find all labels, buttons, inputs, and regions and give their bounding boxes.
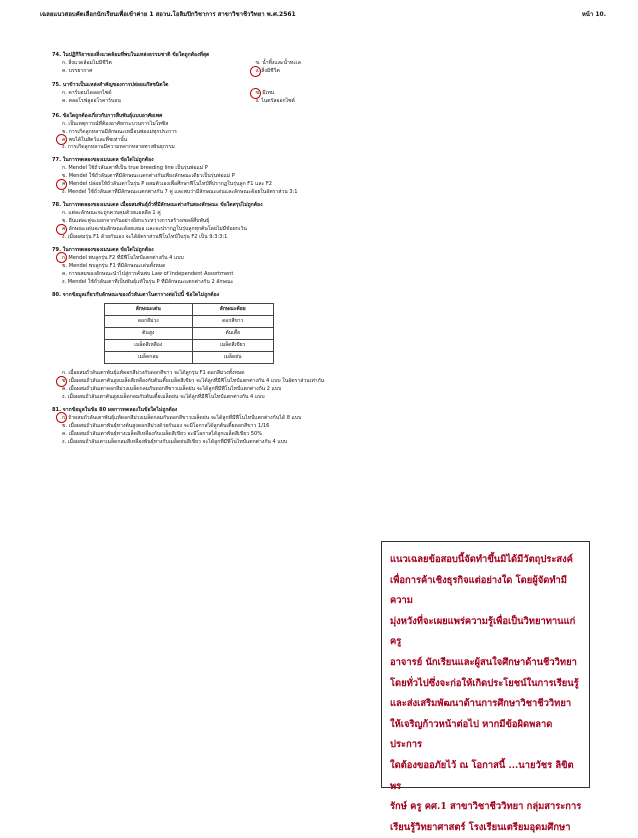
choice-option: ง. Mendel ใช้ถั่วลันเตาที่มีลักษณะแตกต่างกัน 7 คู่ และพบว่ามีลักษณะเด่นและลักษณะด้อยในอัตราส่วน 3:1 bbox=[62, 189, 298, 196]
disclaimer-line: โดยทั่วไปซึ่งจะก่อให้เกิดประโยชน์ในการเรียนรู้ bbox=[390, 677, 579, 689]
table-cell: ดอกสีขาว bbox=[192, 316, 274, 328]
disclaimer-line: และส่งเสริมพัฒนาด้านการศึกษาวิชาชีววิทยา bbox=[390, 698, 572, 710]
table-cell: เมล็ดสีเขียว bbox=[192, 340, 274, 352]
disclaimer-line: ให้เจริญก้าวหน้าต่อไป หากมีข้อผิดพลาดประการ bbox=[390, 718, 553, 751]
disclaimer-line: เรียนรู้วิทยาศาสตร์ โรงเรียนเตรียมอุดมศึกษา bbox=[390, 821, 571, 833]
disclaimer-line: มุ่งหวังที่จะเผยแพร่ความรู้เพื่อเป็นวิทยาทานแก่ครู bbox=[390, 615, 576, 648]
choice-marked-answer: ก. ถ้าผสมถั่วลันเตาพันธุ์แท้ดอกสีม่วงเมล็ดกลมกับดอกสีขาวเมล็ดย่น จะได้ลูกที่มีฟีโนไทป์แตกต่างกันได้ 8 แบบ bbox=[60, 415, 447, 422]
question-item bbox=[52, 113, 447, 151]
choice-option: ค. เมื่อผสมถั่วลันเตาพันธุ์ทางเมล็ดสีเหลืองกับเมล็ดสีเขียว จะมีโอกาสได้ลูกเมล็ดสีเขียว 50% bbox=[62, 430, 263, 437]
choice-list bbox=[52, 60, 447, 76]
question-item bbox=[52, 157, 447, 195]
question-list bbox=[52, 52, 447, 451]
choice-list bbox=[52, 90, 447, 106]
choice-row bbox=[60, 68, 447, 76]
table-row bbox=[105, 340, 274, 352]
choice-option: ง. เมื่อผสมรุ่น F1 ด้วยกันเอง จะได้อัตราส่วนฟีโนไทป์ในรุ่น F2 เป็น 9:3:3:1 bbox=[62, 233, 228, 240]
choice-option: ก. แต่ละลักษณะจะถูกควบคุมด้วยแอลลีล 1 คู่ bbox=[62, 210, 161, 217]
question-stem: 78. ในการทดลองของเมนเดล เมื่อผสมพันธุ์ถั่วที่มีลักษณะต่างกันสองลักษณะ ข้อใดสรุปไม่ถูกต้อง bbox=[52, 202, 263, 209]
question-item bbox=[52, 247, 447, 285]
disclaimer-line: เพื่อการค้าเชิงธุรกิจแต่อย่างใด โดยผู้จัดทำมีความ bbox=[390, 574, 567, 607]
choice-option: ก. เป็นเหตุการณ์ที่ต้องอาศัยกระบวนการไมโทซิส bbox=[62, 120, 169, 127]
question-item bbox=[52, 82, 447, 106]
choice-option: ง. ไนตรัสออกไซด์ bbox=[255, 98, 295, 105]
question-stem: 80. จากข้อมูลเกี่ยวกับลักษณะของถั่วลันเตาในตารางต่อไปนี้ ข้อใดไม่ถูกต้อง bbox=[52, 291, 220, 298]
table-cell: เมล็ดสีเหลือง bbox=[105, 340, 193, 352]
choice-list bbox=[52, 121, 447, 151]
choice-list bbox=[52, 165, 447, 195]
question-stem: 79. ในการทดลองของเมนเดล ข้อใดไม่ถูกต้อง bbox=[52, 246, 154, 253]
choice-option: ข. น้ำทิ้งและน้ำทะเล bbox=[255, 60, 301, 67]
question-item bbox=[52, 202, 447, 240]
choice-option: ข. ยีนแต่ละคู่จะแยกจากกันอย่างอิสระระหว่างการสร้างเซลล์สืบพันธุ์ bbox=[62, 218, 210, 225]
choice-option: ค. เมื่อผสมถั่วลันเตาดอกสีม่วงเมล็ดกลมกับดอกสีขาวเมล็ดย่น จะได้ลูกที่มีฟีโนไทป์แตกต่างกัน 2 แบบ bbox=[62, 385, 282, 392]
choice-list bbox=[52, 255, 447, 285]
choice-marked-answer: ข. มีเทน bbox=[254, 90, 448, 97]
choice-marked-answer: ค. พบได้ในสัตว์และพืชเท่านั้น bbox=[60, 137, 447, 144]
choice-marked-answer: ง. สิ่งมีชีวิต bbox=[254, 68, 448, 75]
disclaimer-line: รักษ์ ครู คศ.1 สาขาวิชาชีววิทยา กลุ่มสาระการ bbox=[390, 801, 582, 813]
question-stem: 76. ข้อใดถูกต้องเกี่ยวกับการสืบพันธุ์แบบอาศัยเพศ bbox=[52, 112, 163, 119]
choice-option: ง. การเกิดลูกหลานมีความหลากหลายทางพันธุกรรม bbox=[62, 144, 175, 151]
question-item bbox=[52, 407, 447, 445]
disclaimer-line: อาจารย์ นักเรียนและผู้สนใจศึกษาด้านชีววิทยา bbox=[390, 656, 577, 668]
table-row bbox=[105, 352, 274, 364]
table-cell: ดอกสีม่วง bbox=[105, 316, 193, 328]
choice-marked-answer: ข. เมื่อผสมถั่วลันเตาต้นสูงเมล็ดสีเหลืองกับต้นเตี้ยเมล็ดสีเขียว จะได้ลูกที่มีฟีโนไทป์แตกต่างกัน 4 แบบ ในอัตราส่วนเท่ากัน bbox=[60, 378, 447, 385]
choice-option: ก. สิ่งแวดล้อมไม่มีชีวิต bbox=[62, 60, 112, 67]
choice-marked-answer: ค. ลักษณะเด่นจะข่มลักษณะด้อยเสมอ และจะปรากฏในรุ่นลูกทุกต้นโดยไม่มีข้อยกเว้น bbox=[60, 226, 447, 233]
choice-option: ค. บรรยากาศ bbox=[62, 68, 93, 75]
question-stem: 75. นาข้าวเป็นแหล่งสำคัญของการปล่อยแก๊สชนิดใด bbox=[52, 82, 169, 89]
choice-list bbox=[52, 370, 447, 400]
choice-option: ก. คาร์บอนไดออกไซด์ bbox=[62, 90, 112, 97]
choice-option: ค. คลอโรฟลูออโรคาร์บอน bbox=[62, 98, 121, 105]
table-cell: เมล็ดย่น bbox=[192, 352, 274, 364]
question-stem: 77. ในการทดลองของเมนเดล ข้อใดไม่ถูกต้อง bbox=[52, 157, 154, 164]
choice-option: ค. การผสมของลักษณะนำไปสู่การค้นพบ Law of Independent Assortment bbox=[62, 270, 234, 277]
page-header bbox=[40, 9, 606, 23]
choice-list bbox=[52, 415, 447, 445]
question-item bbox=[52, 292, 447, 401]
choice-option: ง. เมื่อผสมถั่วลันเตาต้นสูงเมล็ดกลมกับต้นเตี้ยเมล็ดย่น จะได้ลูกที่มีฟีโนไทป์แตกต่างกัน 4 แบบ bbox=[62, 393, 265, 400]
choice-row bbox=[60, 98, 447, 106]
disclaimer-box bbox=[381, 541, 590, 833]
choice-option: ข. Mendel ใช้ถั่วลันเตาที่มีลักษณะแตกต่างกันเพียงลักษณะเดียวเป็นรุ่นพ่อแม่ P bbox=[62, 173, 235, 180]
table-header: ลักษณะด้อย bbox=[192, 304, 274, 316]
choice-marked-answer: ก. Mendel พบลูกรุ่น F2 ที่มีฟีโนไทป์แตกต่างกัน 4 แบบ bbox=[60, 255, 447, 262]
choice-list bbox=[52, 210, 447, 240]
disclaimer-line: ใดต้องขออภัยไว้ ณ โอกาสนี้ ...นายวัชร ลิขิตพร bbox=[390, 759, 574, 792]
question-item bbox=[52, 52, 447, 76]
table-cell: เมล็ดกลม bbox=[105, 352, 193, 364]
choice-marked-answer: ค. Mendel ปล่อยให้ถั่วลันเตาในรุ่น P ผสมตัวเองเพื่อศึกษาฟีโนไทป์ที่ปรากฏในรุ่นลูก F1 และ F2 bbox=[60, 181, 447, 188]
choice-option: ง. Mendel ใช้ถั่วลันเตาที่เป็นพันธุ์แท้ในรุ่น P ที่มีลักษณะแตกต่างกัน 2 ลักษณะ bbox=[62, 278, 234, 285]
page-number: หน้า 10. bbox=[581, 11, 606, 18]
table-header: ลักษณะเด่น bbox=[105, 304, 193, 316]
table-cell: ต้นเตี้ย bbox=[192, 328, 274, 340]
table-cell: ต้นสูง bbox=[105, 328, 193, 340]
choice-option: ข. เมื่อผสมถั่วลันเตาพันธุ์ทางต้นสูงดอกสีม่วงด้วยกันเอง จะมีโอกาสได้ลูกต้นเตี้ยดอกสีขาว 1/16 bbox=[62, 422, 270, 429]
choice-option: ก. เมื่อผสมถั่วลันเตาพันธุ์แท้ดอกสีม่วงกับดอกสีขาว จะได้ลูกรุ่น F1 ดอกสีม่วงทั้งหมด bbox=[62, 370, 245, 377]
table-row bbox=[105, 328, 274, 340]
question-stem: 74. ในปฏิกิริยาของสิ่งแวดล้อมที่พบในแหล่งธรรมชาติ ข้อใดถูกต้องที่สุด bbox=[52, 52, 210, 58]
choice-option: ง. เมื่อผสมถั่วลันเตาเมล็ดกลมสีเหลืองพันธุ์ทางกับเมล็ดย่นสีเขียว จะได้ลูกที่มีฟีโนไทป์แตกต่างกัน 4 แบบ bbox=[62, 438, 288, 445]
choice-option: ข. Mendel พบลูกรุ่น F1 ที่มีลักษณะเด่นทั้งหมด bbox=[62, 262, 166, 269]
document-title: เฉลยแนวสอบคัดเลือกนักเรียนเพื่อเข้าค่าย 1 สอวน.โอลิมปิกวิชาการ สาขาวิชาชีววิทยา พ.ศ.2561 bbox=[40, 11, 296, 18]
choice-option: ก. Mendel ใช้ถั่วลันเตาที่เป็น true breeding line เป็นรุ่นพ่อแม่ P bbox=[62, 165, 208, 172]
question-stem: 81. จากข้อมูลในข้อ 80 ผลการทดลองในข้อใดไม่ถูกต้อง bbox=[52, 406, 178, 413]
choice-option: ข. การเกิดลูกหลานมีลักษณะเหมือนพ่อแม่ทุกประการ bbox=[62, 128, 177, 135]
trait-table bbox=[104, 303, 274, 364]
table-row bbox=[105, 316, 274, 328]
disclaimer-line: แนวเฉลยข้อสอบนี้จัดทำขึ้นมิได้มีวัตถุประสงค์ bbox=[390, 554, 573, 565]
